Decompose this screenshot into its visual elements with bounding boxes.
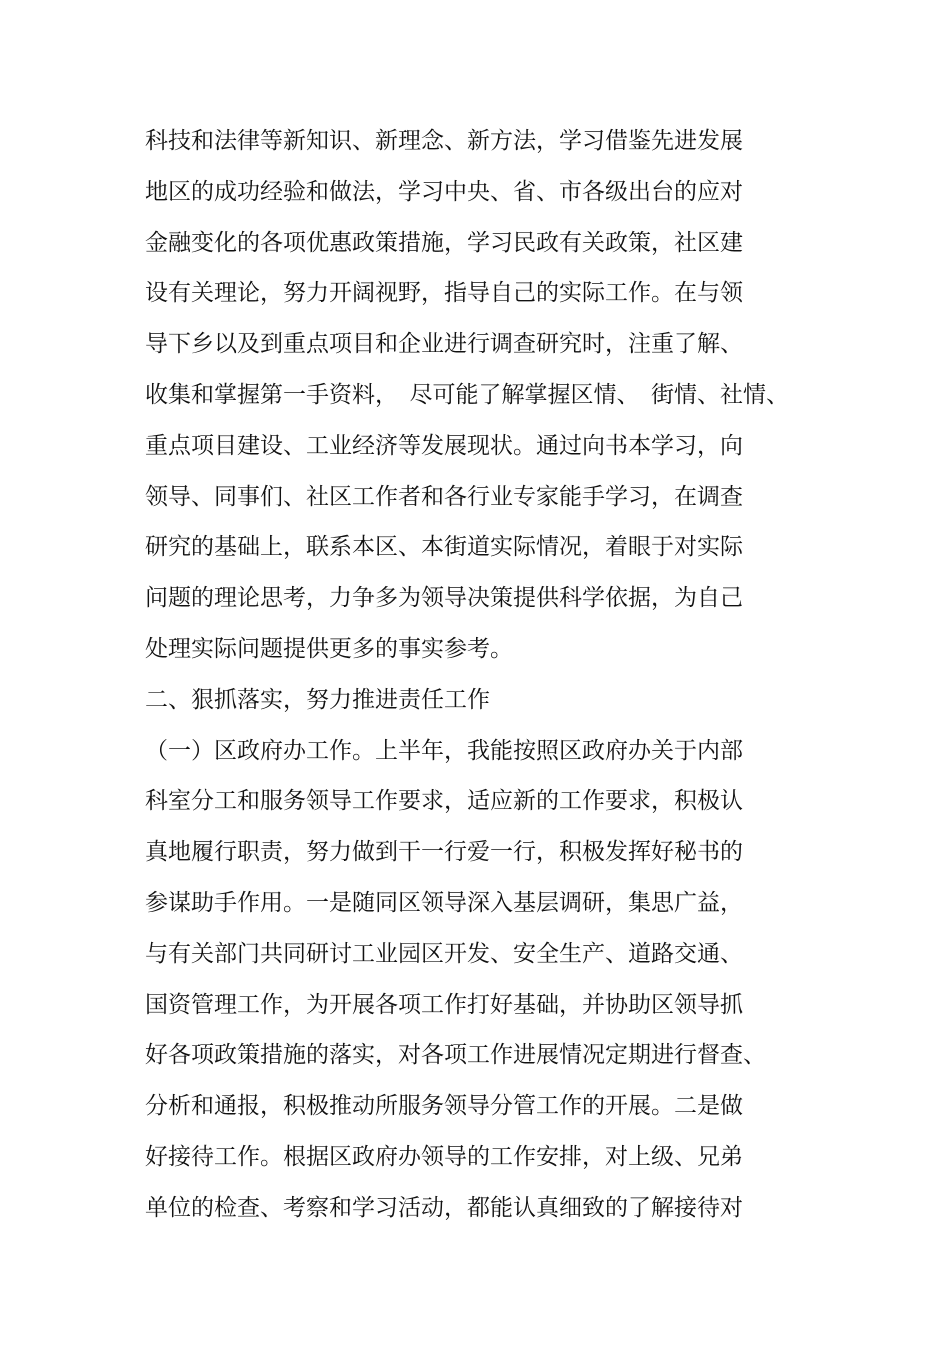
- text-line: 处理实际问题提供更多的事实参考。: [145, 635, 513, 662]
- text-line: 科室分工和服务领导工作要求，适应新的工作要求，积极认: [145, 788, 743, 815]
- text-line: 设有关理论，努力开阔视野，指导自己的实际工作。在与领: [145, 280, 743, 307]
- text-line: 好各项政策措施的落实，对各项工作进展情况定期进行督查、: [145, 1042, 766, 1069]
- section-heading: 二、狠抓落实，努力推进责任工作: [145, 686, 490, 713]
- text-line: （一）区政府办工作。上半年，我能按照区政府办关于内部: [145, 737, 743, 764]
- text-line: 金融变化的各项优惠政策措施，学习民政有关政策，社区建: [145, 229, 743, 256]
- text-line: 与有关部门共同研讨工业园区开发、安全生产、道路交通、: [145, 940, 743, 967]
- text-line: 单位的检查、考察和学习活动，都能认真细致的了解接待对: [145, 1194, 743, 1221]
- text-line: 重点项目建设、工业经济等发展现状。通过向书本学习，向: [145, 432, 743, 459]
- text-line: 真地履行职责，努力做到干一行爱一行，积极发挥好秘书的: [145, 839, 743, 866]
- text-line: 国资管理工作，为开展各项工作打好基础，并协助区领导抓: [145, 991, 743, 1018]
- text-line: 收集和掌握第一手资料， 尽可能了解掌握区情、 街情、社情、: [145, 381, 789, 408]
- text-line: 参谋助手作用。一是随同区领导深入基层调研，集思广益，: [145, 889, 743, 916]
- text-line: 好接待工作。根据区政府办领导的工作安排，对上级、兄弟: [145, 1143, 743, 1170]
- document-body: [145, 116, 845, 1234]
- text-line: 问题的理论思考，力争多为领导决策提供科学依据，为自己: [145, 585, 743, 612]
- text-line: 地区的成功经验和做法，学习中央、省、市各级出台的应对: [145, 178, 743, 205]
- text-line: 研究的基础上，联系本区、本街道实际情况，着眼于对实际: [145, 534, 743, 561]
- text-line: 科技和法律等新知识、新理念、新方法，学习借鉴先进发展: [145, 128, 743, 154]
- text-line: 领导、同事们、社区工作者和各行业专家能手学习，在调查: [145, 483, 743, 510]
- text-line: 分析和通报，积极推动所服务领导分管工作的开展。二是做: [145, 1093, 743, 1120]
- text-line: 导下乡以及到重点项目和企业进行调查研究时，注重了解、: [145, 331, 743, 358]
